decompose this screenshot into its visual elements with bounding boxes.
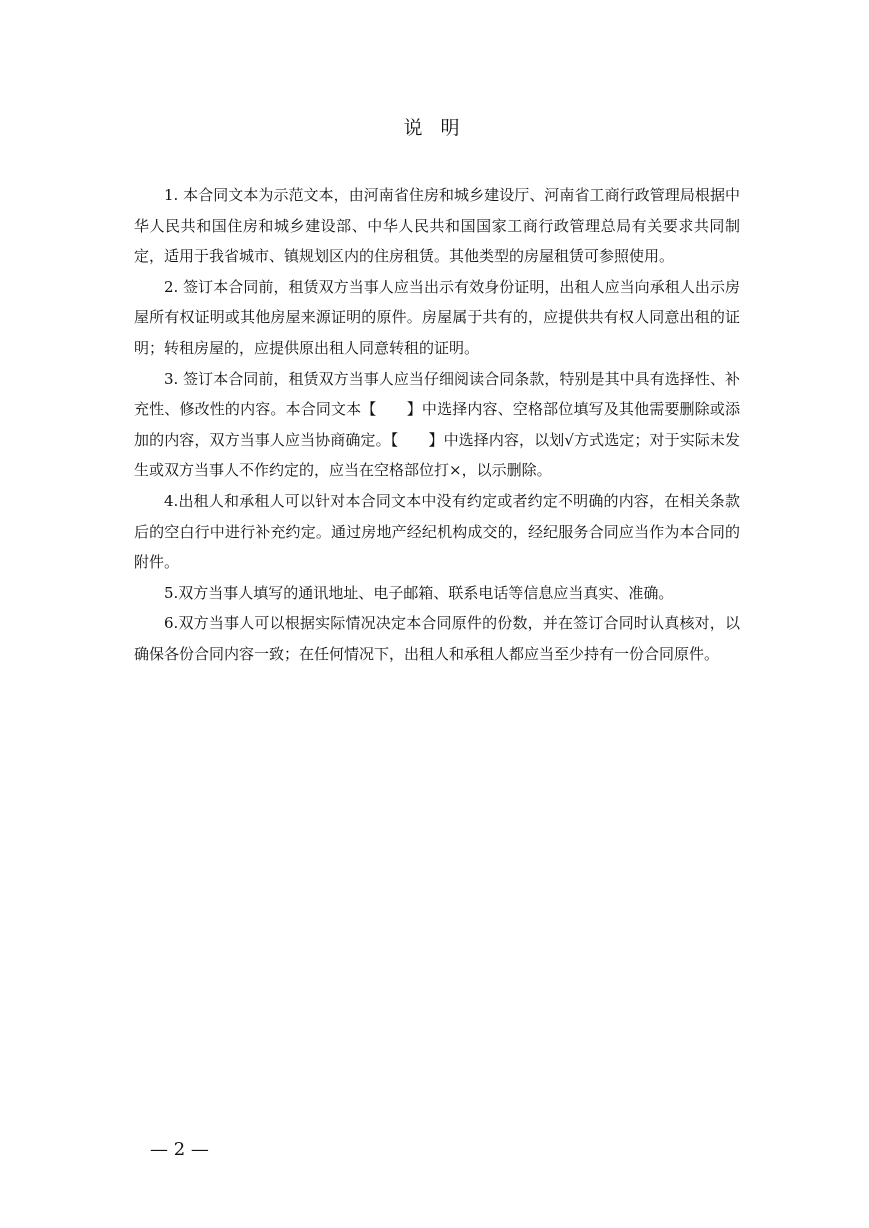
page-number: — 2 — <box>150 1139 209 1160</box>
paragraph-6: 6.双方当事人可以根据实际情况决定本合同原件的份数，并在签订合同时认真核对，以确保各份合同内容一致；在任何情况下，出租人和承租人都应当至少持有一份合同原件。 <box>134 614 740 663</box>
paragraph-2: 2. 签订本合同前，租赁双方当事人应当出示有效身份证明，出租人应当向承租人出示房屋所有权证明或其他房屋来源证明的原件。房屋属于共有的，应提供共有权人同意出租的证明；转租房屋的，应提供原出租人同意转租的证明。 <box>134 277 740 357</box>
paragraph-1: 1. 本合同文本为示范文本，由河南省住房和城乡建设厅、河南省工商行政管理局根据中华人民共和国住房和城乡建设部、中华人民共和国国家工商行政管理总局有关要求共同制定，适用于我省城市、镇规划区内的住房租赁。其他类型的房屋租赁可参照使用。 <box>134 186 740 266</box>
paragraph-3: 3. 签订本合同前，租赁双方当事人应当仔细阅读合同条款，特别是其中具有选择性、补充性、修改性的内容。本合同文本【 】中选择内容、空格部位填写及其他需要删除或添加的内容，双方当事人应当协商确定。【 】中选择内容，以划√方式选定；对于实际未发生或双方当事人不作约定的，应当在空格部位打×，以示删除。 <box>134 369 740 480</box>
page-title: 说 明 <box>403 117 466 139</box>
paragraph-4: 4.出租人和承租人可以针对本合同文本中没有约定或者约定不明确的内容，在相关条款后的空白行中进行补充约定。通过房地产经纪机构成交的，经纪服务合同应当作为本合同的附件。 <box>134 491 740 572</box>
paragraph-5: 5.双方当事人填写的通讯地址、电子邮箱、联系电话等信息应当真实、准确。 <box>164 583 674 602</box>
document-body <box>134 180 740 670</box>
